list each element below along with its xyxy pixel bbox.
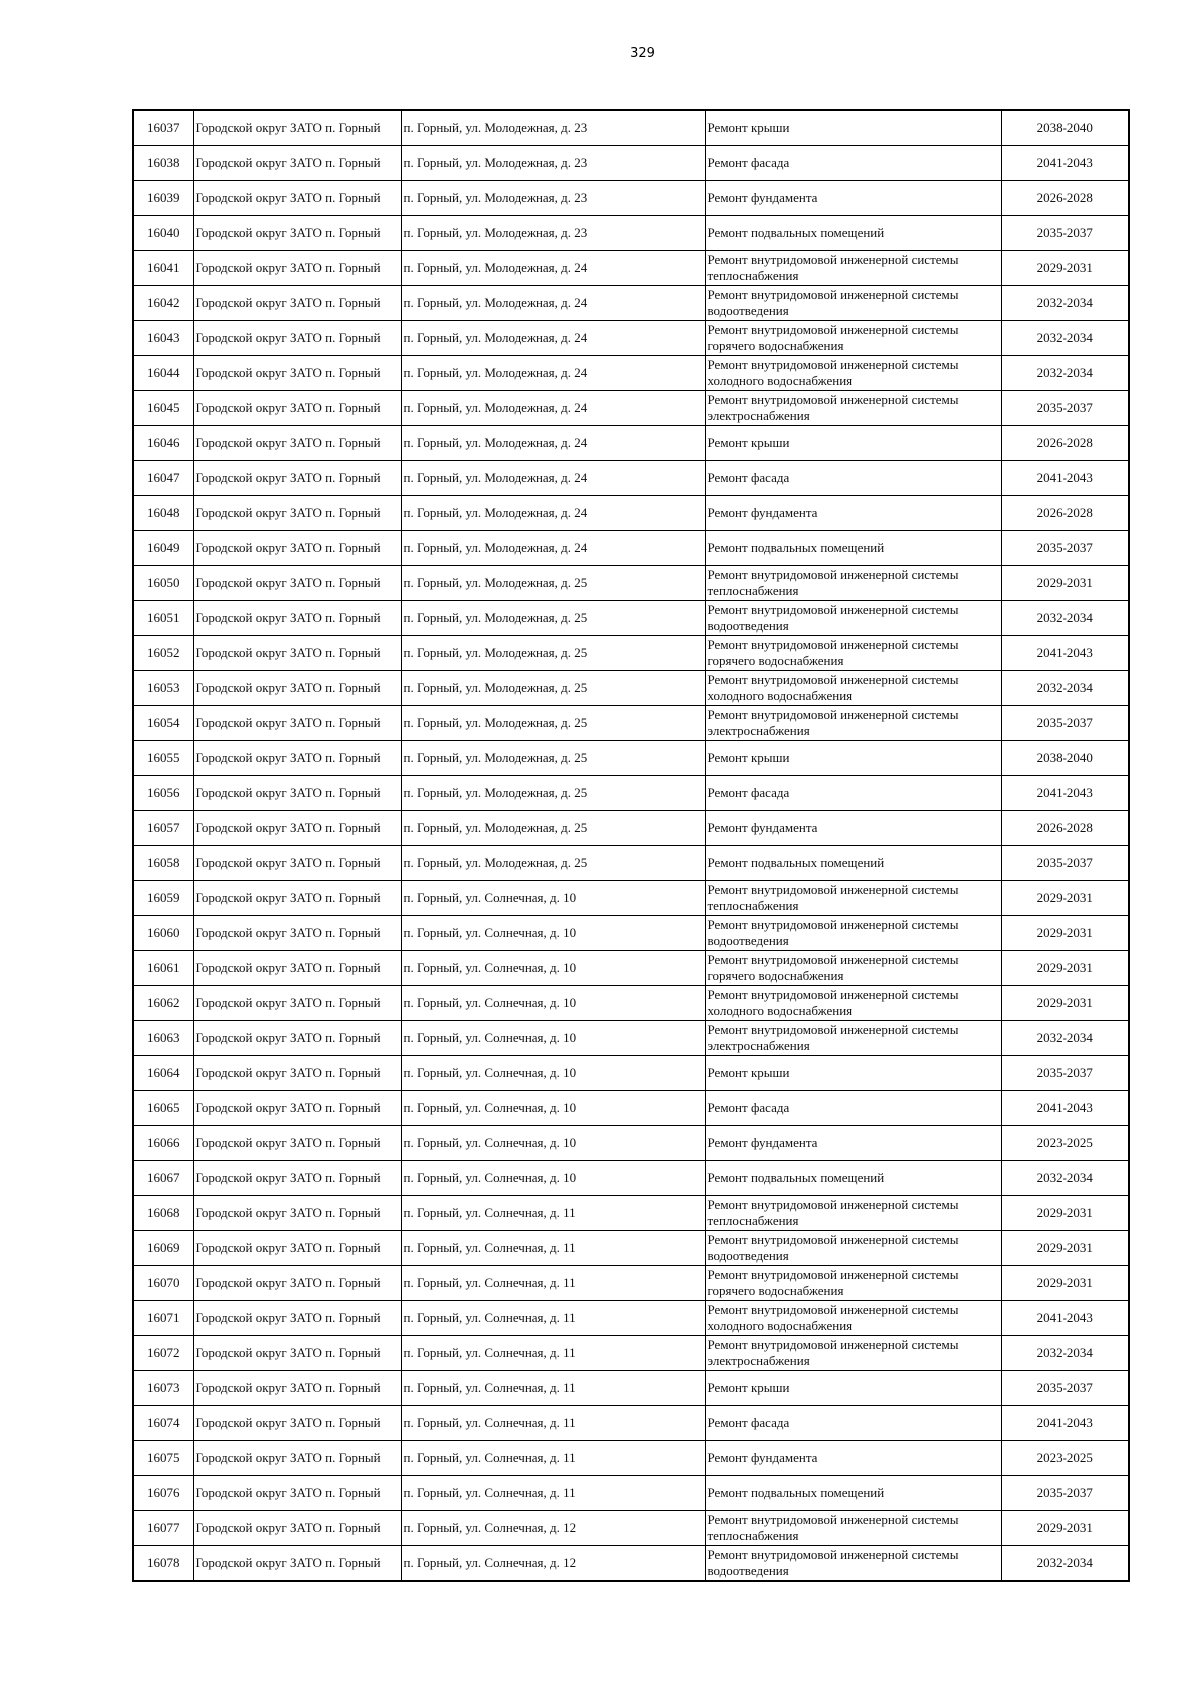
municipality-cell: Городской округ ЗАТО п. Горный [193,496,401,531]
work-type-cell: Ремонт подвальных помещений [705,846,1001,881]
table-row [133,1021,1129,1056]
record-number-cell: 16065 [133,1091,193,1126]
municipality-cell: Городской округ ЗАТО п. Горный [193,671,401,706]
record-number-cell: 16056 [133,776,193,811]
address-cell: п. Горный, ул. Солнечная, д. 11 [401,1266,705,1301]
record-number-cell: 16061 [133,951,193,986]
table-row [133,636,1129,671]
municipality-cell: Городской округ ЗАТО п. Горный [193,1336,401,1371]
work-type-cell: Ремонт фасада [705,1406,1001,1441]
table-row [133,286,1129,321]
municipality-cell: Городской округ ЗАТО п. Горный [193,986,401,1021]
period-cell: 2029-2031 [1001,916,1129,951]
record-number-cell: 16038 [133,146,193,181]
period-cell: 2029-2031 [1001,1266,1129,1301]
table-row [133,846,1129,881]
address-cell: п. Горный, ул. Солнечная, д. 12 [401,1546,705,1582]
municipality-cell: Городской округ ЗАТО п. Горный [193,146,401,181]
work-type-cell: Ремонт внутридомовой инженерной системы теплоснабжения [705,1511,1001,1546]
period-cell: 2032-2034 [1001,1546,1129,1582]
address-cell: п. Горный, ул. Солнечная, д. 10 [401,1021,705,1056]
table-row [133,356,1129,391]
address-cell: п. Горный, ул. Молодежная, д. 25 [401,601,705,636]
period-cell: 2041-2043 [1001,1301,1129,1336]
table-row [133,776,1129,811]
municipality-cell: Городской округ ЗАТО п. Горный [193,216,401,251]
address-cell: п. Горный, ул. Молодежная, д. 23 [401,110,705,146]
municipality-cell: Городской округ ЗАТО п. Горный [193,1266,401,1301]
period-cell: 2029-2031 [1001,951,1129,986]
period-cell: 2023-2025 [1001,1441,1129,1476]
table-row [133,601,1129,636]
table-row [133,1091,1129,1126]
address-cell: п. Горный, ул. Солнечная, д. 10 [401,986,705,1021]
municipality-cell: Городской округ ЗАТО п. Горный [193,426,401,461]
period-cell: 2038-2040 [1001,741,1129,776]
period-cell: 2041-2043 [1001,776,1129,811]
table-row [133,1301,1129,1336]
table-row [133,881,1129,916]
address-cell: п. Горный, ул. Молодежная, д. 25 [401,846,705,881]
table-row [133,1056,1129,1091]
work-type-cell: Ремонт внутридомовой инженерной системы электроснабжения [705,1336,1001,1371]
work-type-cell: Ремонт внутридомовой инженерной системы холодного водоснабжения [705,356,1001,391]
work-type-cell: Ремонт фасада [705,146,1001,181]
table-row [133,321,1129,356]
address-cell: п. Горный, ул. Солнечная, д. 11 [401,1336,705,1371]
period-cell: 2032-2034 [1001,601,1129,636]
record-number-cell: 16048 [133,496,193,531]
record-number-cell: 16074 [133,1406,193,1441]
period-cell: 2041-2043 [1001,636,1129,671]
table-row [133,1231,1129,1266]
table-row [133,671,1129,706]
municipality-cell: Городской округ ЗАТО п. Горный [193,110,401,146]
municipality-cell: Городской округ ЗАТО п. Горный [193,1511,401,1546]
work-type-cell: Ремонт внутридомовой инженерной системы водоотведения [705,916,1001,951]
record-number-cell: 16053 [133,671,193,706]
period-cell: 2026-2028 [1001,426,1129,461]
municipality-cell: Городской округ ЗАТО п. Горный [193,811,401,846]
address-cell: п. Горный, ул. Солнечная, д. 11 [401,1231,705,1266]
period-cell: 2029-2031 [1001,1511,1129,1546]
address-cell: п. Горный, ул. Молодежная, д. 25 [401,741,705,776]
address-cell: п. Горный, ул. Молодежная, д. 24 [401,461,705,496]
address-cell: п. Горный, ул. Солнечная, д. 10 [401,881,705,916]
period-cell: 2035-2037 [1001,706,1129,741]
record-number-cell: 16042 [133,286,193,321]
record-number-cell: 16072 [133,1336,193,1371]
period-cell: 2041-2043 [1001,1091,1129,1126]
table-row [133,566,1129,601]
work-type-cell: Ремонт внутридомовой инженерной системы холодного водоснабжения [705,1301,1001,1336]
work-type-cell: Ремонт фундамента [705,1126,1001,1161]
work-type-cell: Ремонт фундамента [705,811,1001,846]
address-cell: п. Горный, ул. Молодежная, д. 25 [401,706,705,741]
work-type-cell: Ремонт внутридомовой инженерной системы горячего водоснабжения [705,951,1001,986]
table-row [133,811,1129,846]
municipality-cell: Городской округ ЗАТО п. Горный [193,1441,401,1476]
address-cell: п. Горный, ул. Молодежная, д. 25 [401,566,705,601]
period-cell: 2029-2031 [1001,881,1129,916]
page-number: 329 [630,46,655,61]
table-row [133,916,1129,951]
address-cell: п. Горный, ул. Молодежная, д. 23 [401,181,705,216]
municipality-cell: Городской округ ЗАТО п. Горный [193,636,401,671]
work-type-cell: Ремонт внутридомовой инженерной системы электроснабжения [705,706,1001,741]
work-type-cell: Ремонт крыши [705,1371,1001,1406]
record-number-cell: 16078 [133,1546,193,1582]
period-cell: 2041-2043 [1001,1406,1129,1441]
record-number-cell: 16044 [133,356,193,391]
table-row [133,706,1129,741]
address-cell: п. Горный, ул. Молодежная, д. 24 [401,286,705,321]
work-type-cell: Ремонт внутридомовой инженерной системы холодного водоснабжения [705,986,1001,1021]
table-row [133,496,1129,531]
table-row [133,1126,1129,1161]
work-type-cell: Ремонт подвальных помещений [705,1476,1001,1511]
table-row [133,1476,1129,1511]
municipality-cell: Городской округ ЗАТО п. Горный [193,321,401,356]
table-row [133,426,1129,461]
record-number-cell: 16037 [133,110,193,146]
record-number-cell: 16066 [133,1126,193,1161]
record-number-cell: 16077 [133,1511,193,1546]
work-type-cell: Ремонт внутридомовой инженерной системы теплоснабжения [705,881,1001,916]
address-cell: п. Горный, ул. Солнечная, д. 11 [401,1196,705,1231]
address-cell: п. Горный, ул. Молодежная, д. 24 [401,251,705,286]
municipality-cell: Городской округ ЗАТО п. Горный [193,286,401,321]
address-cell: п. Горный, ул. Молодежная, д. 24 [401,391,705,426]
record-number-cell: 16055 [133,741,193,776]
address-cell: п. Горный, ул. Молодежная, д. 25 [401,811,705,846]
period-cell: 2035-2037 [1001,531,1129,566]
address-cell: п. Горный, ул. Молодежная, д. 25 [401,776,705,811]
municipality-cell: Городской округ ЗАТО п. Горный [193,1406,401,1441]
work-type-cell: Ремонт внутридомовой инженерной системы водоотведения [705,601,1001,636]
table-row [133,216,1129,251]
period-cell: 2026-2028 [1001,181,1129,216]
address-cell: п. Горный, ул. Солнечная, д. 10 [401,916,705,951]
period-cell: 2032-2034 [1001,286,1129,321]
period-cell: 2029-2031 [1001,1231,1129,1266]
table-row [133,146,1129,181]
work-type-cell: Ремонт крыши [705,741,1001,776]
municipality-cell: Городской округ ЗАТО п. Горный [193,1056,401,1091]
record-number-cell: 16060 [133,916,193,951]
period-cell: 2029-2031 [1001,986,1129,1021]
record-number-cell: 16064 [133,1056,193,1091]
work-type-cell: Ремонт фасада [705,1091,1001,1126]
record-number-cell: 16073 [133,1371,193,1406]
period-cell: 2035-2037 [1001,1056,1129,1091]
municipality-cell: Городской округ ЗАТО п. Горный [193,1091,401,1126]
table-row [133,531,1129,566]
address-cell: п. Горный, ул. Молодежная, д. 25 [401,636,705,671]
table-row [133,1441,1129,1476]
municipality-cell: Городской округ ЗАТО п. Горный [193,391,401,426]
work-type-cell: Ремонт фундамента [705,181,1001,216]
municipality-cell: Городской округ ЗАТО п. Горный [193,846,401,881]
period-cell: 2035-2037 [1001,1476,1129,1511]
municipality-cell: Городской округ ЗАТО п. Горный [193,461,401,496]
record-number-cell: 16050 [133,566,193,601]
period-cell: 2032-2034 [1001,1161,1129,1196]
record-number-cell: 16058 [133,846,193,881]
record-number-cell: 16045 [133,391,193,426]
work-type-cell: Ремонт крыши [705,110,1001,146]
address-cell: п. Горный, ул. Молодежная, д. 23 [401,146,705,181]
municipality-cell: Городской округ ЗАТО п. Горный [193,1546,401,1582]
address-cell: п. Горный, ул. Солнечная, д. 11 [401,1406,705,1441]
address-cell: п. Горный, ул. Молодежная, д. 24 [401,496,705,531]
record-number-cell: 16054 [133,706,193,741]
municipality-cell: Городской округ ЗАТО п. Горный [193,741,401,776]
address-cell: п. Горный, ул. Солнечная, д. 11 [401,1371,705,1406]
record-number-cell: 16052 [133,636,193,671]
municipality-cell: Городской округ ЗАТО п. Горный [193,706,401,741]
address-cell: п. Горный, ул. Солнечная, д. 10 [401,951,705,986]
work-type-cell: Ремонт внутридомовой инженерной системы теплоснабжения [705,251,1001,286]
table-row [133,1161,1129,1196]
record-number-cell: 16043 [133,321,193,356]
work-type-cell: Ремонт фундамента [705,1441,1001,1476]
municipality-cell: Городской округ ЗАТО п. Горный [193,1021,401,1056]
address-cell: п. Горный, ул. Солнечная, д. 10 [401,1091,705,1126]
municipality-cell: Городской округ ЗАТО п. Горный [193,1371,401,1406]
table-row [133,461,1129,496]
period-cell: 2041-2043 [1001,461,1129,496]
address-cell: п. Горный, ул. Молодежная, д. 25 [401,671,705,706]
municipality-cell: Городской округ ЗАТО п. Горный [193,1196,401,1231]
address-cell: п. Горный, ул. Солнечная, д. 10 [401,1126,705,1161]
work-type-cell: Ремонт внутридомовой инженерной системы водоотведения [705,1231,1001,1266]
work-type-cell: Ремонт фасада [705,776,1001,811]
work-type-cell: Ремонт внутридомовой инженерной системы горячего водоснабжения [705,321,1001,356]
work-type-cell: Ремонт крыши [705,1056,1001,1091]
record-number-cell: 16071 [133,1301,193,1336]
period-cell: 2032-2034 [1001,1336,1129,1371]
address-cell: п. Горный, ул. Молодежная, д. 24 [401,531,705,566]
table-row [133,951,1129,986]
period-cell: 2029-2031 [1001,1196,1129,1231]
period-cell: 2026-2028 [1001,811,1129,846]
address-cell: п. Горный, ул. Молодежная, д. 24 [401,426,705,461]
record-number-cell: 16047 [133,461,193,496]
work-type-cell: Ремонт внутридомовой инженерной системы водоотведения [705,286,1001,321]
municipality-cell: Городской округ ЗАТО п. Горный [193,916,401,951]
record-number-cell: 16059 [133,881,193,916]
table-row [133,1546,1129,1582]
period-cell: 2026-2028 [1001,496,1129,531]
work-type-cell: Ремонт внутридомовой инженерной системы водоотведения [705,1546,1001,1582]
table-row [133,1266,1129,1301]
municipality-cell: Городской округ ЗАТО п. Горный [193,881,401,916]
work-type-cell: Ремонт подвальных помещений [705,531,1001,566]
table-row [133,1371,1129,1406]
municipality-cell: Городской округ ЗАТО п. Горный [193,1301,401,1336]
period-cell: 2035-2037 [1001,391,1129,426]
record-number-cell: 16046 [133,426,193,461]
period-cell: 2023-2025 [1001,1126,1129,1161]
address-cell: п. Горный, ул. Молодежная, д. 24 [401,321,705,356]
record-number-cell: 16069 [133,1231,193,1266]
period-cell: 2035-2037 [1001,216,1129,251]
municipality-cell: Городской округ ЗАТО п. Горный [193,1126,401,1161]
work-type-cell: Ремонт внутридомовой инженерной системы горячего водоснабжения [705,636,1001,671]
address-cell: п. Горный, ул. Солнечная, д. 10 [401,1161,705,1196]
record-number-cell: 16068 [133,1196,193,1231]
record-number-cell: 16070 [133,1266,193,1301]
period-cell: 2038-2040 [1001,110,1129,146]
table-body [133,110,1129,1581]
record-number-cell: 16067 [133,1161,193,1196]
period-cell: 2041-2043 [1001,146,1129,181]
municipality-cell: Городской округ ЗАТО п. Горный [193,776,401,811]
record-number-cell: 16076 [133,1476,193,1511]
table-row [133,1511,1129,1546]
record-number-cell: 16075 [133,1441,193,1476]
period-cell: 2032-2034 [1001,356,1129,391]
record-number-cell: 16057 [133,811,193,846]
table-row [133,1196,1129,1231]
table-row [133,1336,1129,1371]
record-number-cell: 16039 [133,181,193,216]
work-type-cell: Ремонт внутридомовой инженерной системы теплоснабжения [705,1196,1001,1231]
table-row [133,986,1129,1021]
municipality-cell: Городской округ ЗАТО п. Горный [193,1476,401,1511]
work-type-cell: Ремонт крыши [705,426,1001,461]
period-cell: 2035-2037 [1001,1371,1129,1406]
record-number-cell: 16062 [133,986,193,1021]
work-type-cell: Ремонт внутридомовой инженерной системы электроснабжения [705,391,1001,426]
table-row [133,251,1129,286]
municipality-cell: Городской округ ЗАТО п. Горный [193,181,401,216]
municipality-cell: Городской округ ЗАТО п. Горный [193,251,401,286]
work-type-cell: Ремонт внутридомовой инженерной системы холодного водоснабжения [705,671,1001,706]
municipality-cell: Городской округ ЗАТО п. Горный [193,566,401,601]
address-cell: п. Горный, ул. Солнечная, д. 12 [401,1511,705,1546]
municipality-cell: Городской округ ЗАТО п. Горный [193,531,401,566]
record-number-cell: 16041 [133,251,193,286]
table-row [133,181,1129,216]
work-type-cell: Ремонт фундамента [705,496,1001,531]
work-type-cell: Ремонт фасада [705,461,1001,496]
table-row [133,1406,1129,1441]
period-cell: 2035-2037 [1001,846,1129,881]
record-number-cell: 16051 [133,601,193,636]
table-row [133,391,1129,426]
work-type-cell: Ремонт внутридомовой инженерной системы горячего водоснабжения [705,1266,1001,1301]
period-cell: 2032-2034 [1001,1021,1129,1056]
address-cell: п. Горный, ул. Солнечная, д. 10 [401,1056,705,1091]
period-cell: 2032-2034 [1001,671,1129,706]
address-cell: п. Горный, ул. Молодежная, д. 23 [401,216,705,251]
address-cell: п. Горный, ул. Солнечная, д. 11 [401,1441,705,1476]
repair-schedule-table [132,109,1130,1582]
table-row [133,741,1129,776]
record-number-cell: 16049 [133,531,193,566]
work-type-cell: Ремонт внутридомовой инженерной системы теплоснабжения [705,566,1001,601]
municipality-cell: Городской округ ЗАТО п. Горный [193,951,401,986]
work-type-cell: Ремонт подвальных помещений [705,216,1001,251]
address-cell: п. Горный, ул. Молодежная, д. 24 [401,356,705,391]
municipality-cell: Городской округ ЗАТО п. Горный [193,1161,401,1196]
work-type-cell: Ремонт подвальных помещений [705,1161,1001,1196]
table-row [133,110,1129,146]
period-cell: 2032-2034 [1001,321,1129,356]
municipality-cell: Городской округ ЗАТО п. Горный [193,356,401,391]
municipality-cell: Городской округ ЗАТО п. Горный [193,1231,401,1266]
period-cell: 2029-2031 [1001,251,1129,286]
period-cell: 2029-2031 [1001,566,1129,601]
address-cell: п. Горный, ул. Солнечная, д. 11 [401,1301,705,1336]
record-number-cell: 16063 [133,1021,193,1056]
municipality-cell: Городской округ ЗАТО п. Горный [193,601,401,636]
record-number-cell: 16040 [133,216,193,251]
address-cell: п. Горный, ул. Солнечная, д. 11 [401,1476,705,1511]
work-type-cell: Ремонт внутридомовой инженерной системы электроснабжения [705,1021,1001,1056]
